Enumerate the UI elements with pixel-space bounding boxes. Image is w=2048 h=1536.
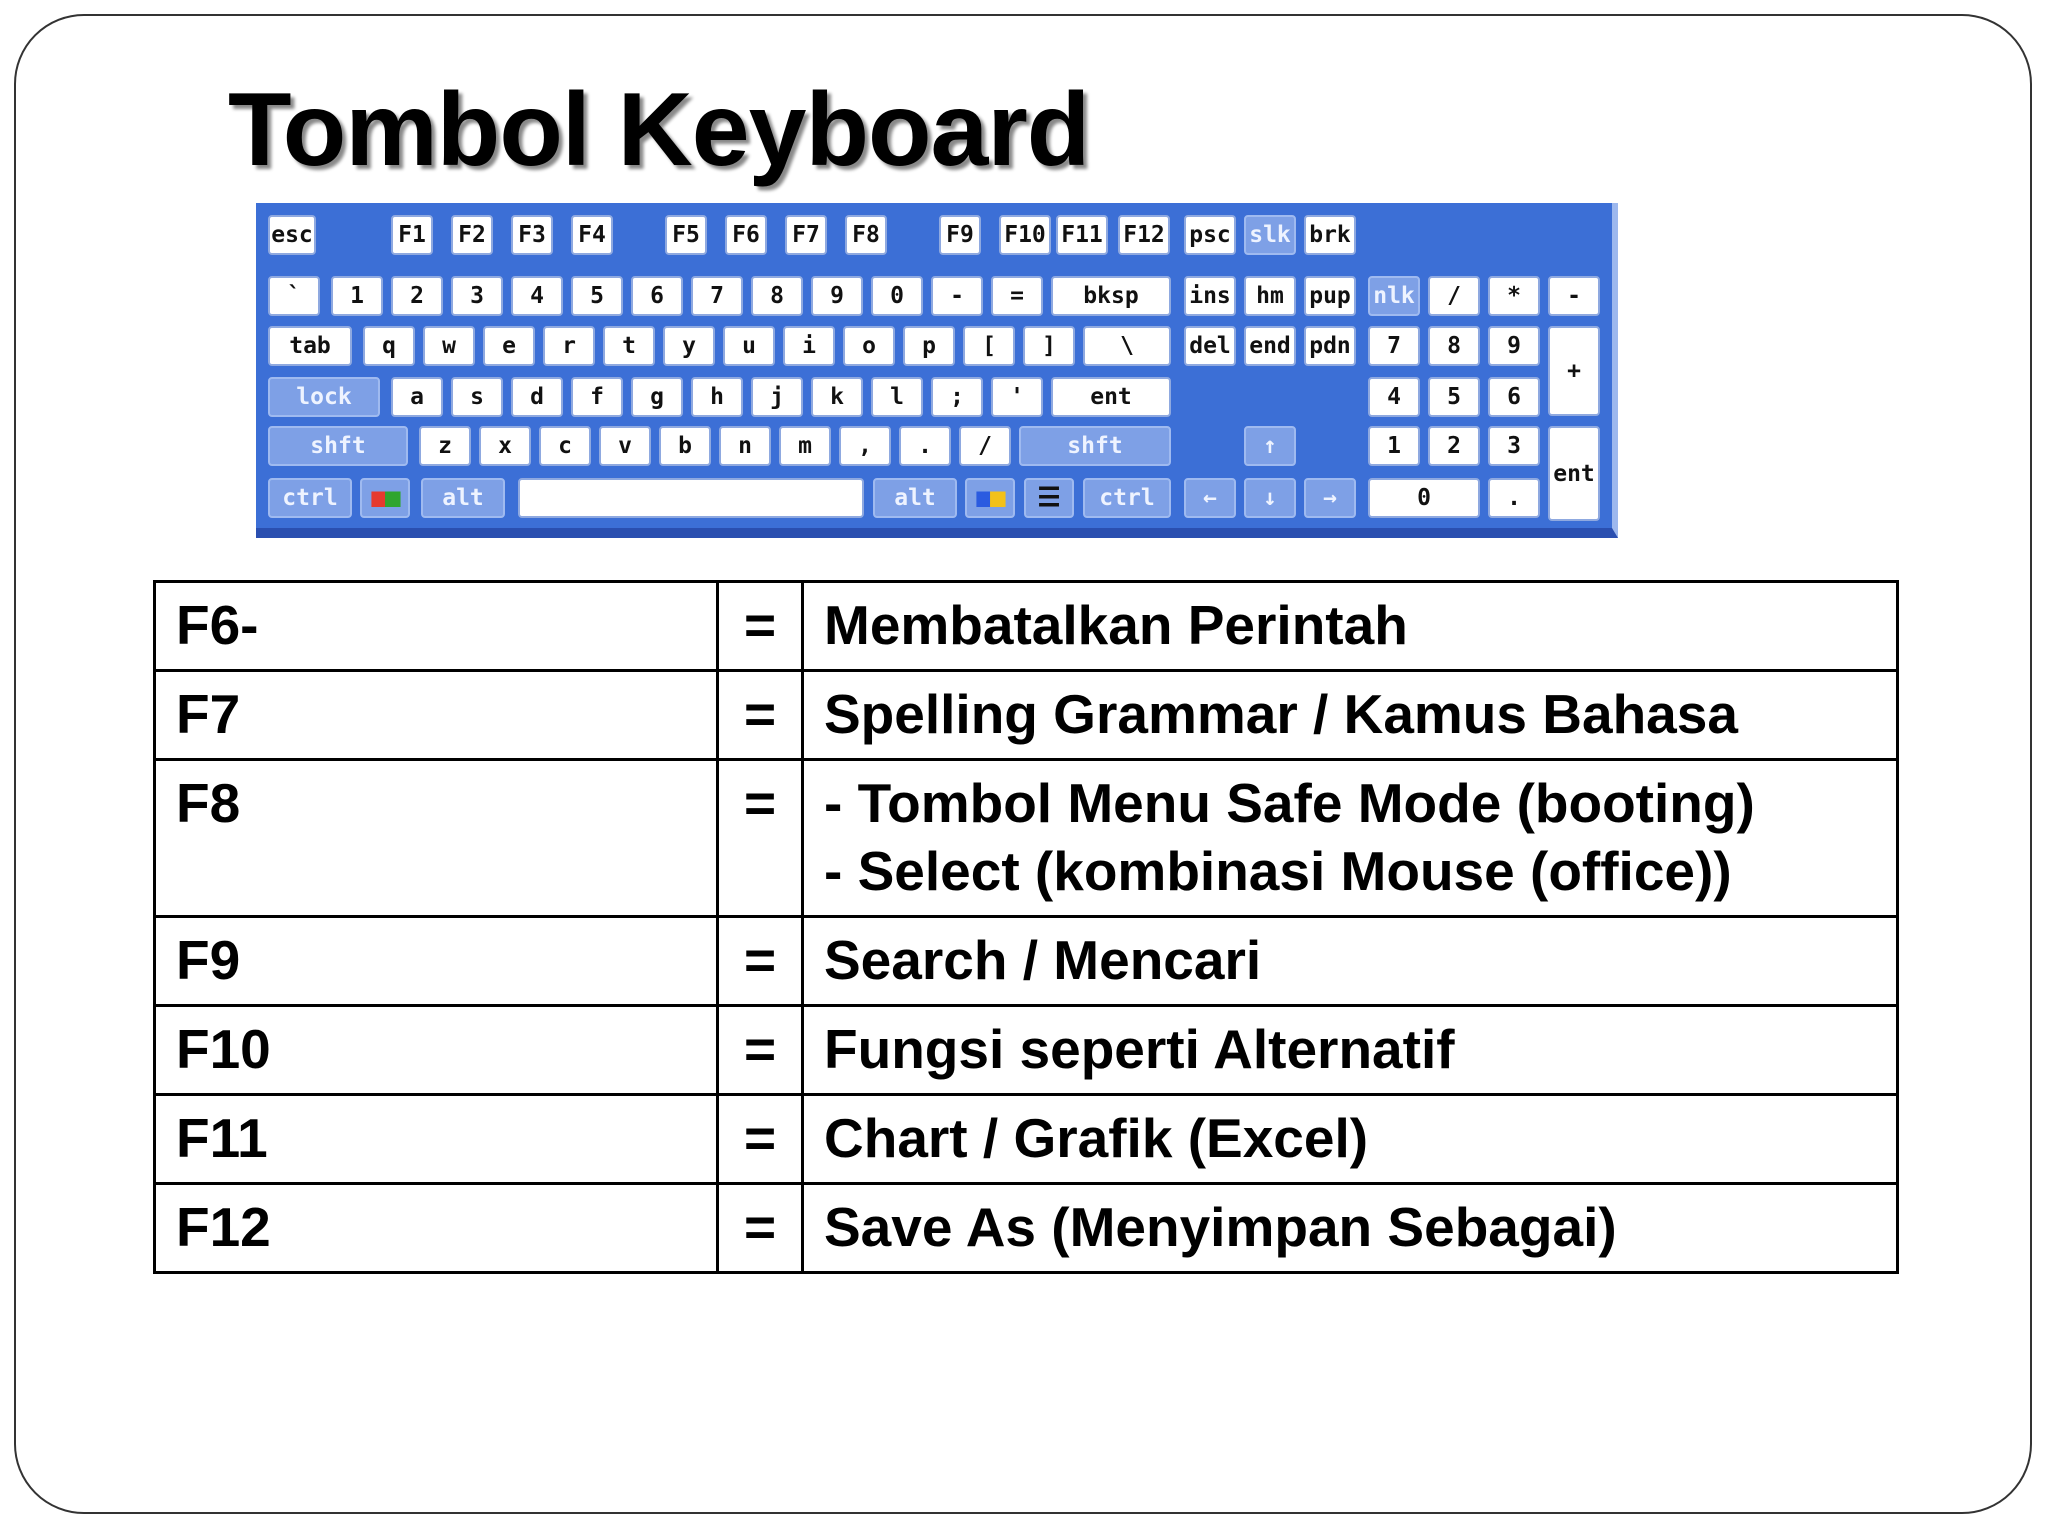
key-slash[interactable]: / bbox=[959, 426, 1011, 466]
key-page-down[interactable]: pdn bbox=[1304, 326, 1356, 366]
key-left-shift[interactable]: shft bbox=[268, 426, 408, 466]
arrow-down-icon[interactable]: ↓ bbox=[1244, 478, 1296, 518]
table-row bbox=[155, 671, 1898, 760]
key-v[interactable]: v bbox=[599, 426, 651, 466]
key-i[interactable]: i bbox=[783, 326, 835, 366]
description-cell: Fungsi seperti Alternatif bbox=[803, 1006, 1898, 1095]
key-1[interactable]: 1 bbox=[331, 276, 383, 316]
equals-cell: = bbox=[718, 760, 803, 917]
key-num-lock[interactable]: nlk bbox=[1368, 276, 1420, 316]
key-r[interactable]: r bbox=[543, 326, 595, 366]
key-backspace[interactable]: bksp bbox=[1051, 276, 1171, 316]
key-f12[interactable]: F12 bbox=[1118, 215, 1170, 255]
key-0[interactable]: 0 bbox=[871, 276, 923, 316]
key-u[interactable]: u bbox=[723, 326, 775, 366]
key-f10[interactable]: F10 bbox=[999, 215, 1051, 255]
key-insert[interactable]: ins bbox=[1184, 276, 1236, 316]
table-row bbox=[155, 760, 1898, 917]
windows-logo-icon[interactable]: ■ ■ bbox=[965, 478, 1015, 518]
key-esc[interactable]: esc bbox=[268, 215, 316, 255]
key-minus[interactable]: - bbox=[931, 276, 983, 316]
key-f5[interactable]: F5 bbox=[665, 215, 707, 255]
key-f6[interactable]: F6 bbox=[725, 215, 767, 255]
key-enter[interactable]: ent bbox=[1051, 377, 1171, 417]
key-k[interactable]: k bbox=[811, 377, 863, 417]
key-scroll-lock[interactable]: slk bbox=[1244, 215, 1296, 255]
key-num-1[interactable]: 1 bbox=[1368, 426, 1420, 466]
table-row bbox=[155, 1184, 1898, 1273]
equals-cell: = bbox=[718, 917, 803, 1006]
key-num-6[interactable]: 6 bbox=[1488, 377, 1540, 417]
key-2[interactable]: 2 bbox=[391, 276, 443, 316]
key-left-ctrl[interactable]: ctrl bbox=[268, 478, 352, 518]
key-caps-lock[interactable]: lock bbox=[268, 377, 380, 417]
menu-icon[interactable]: ☰ bbox=[1024, 478, 1074, 518]
key-f4[interactable]: F4 bbox=[571, 215, 613, 255]
key-9[interactable]: 9 bbox=[811, 276, 863, 316]
table-row bbox=[155, 582, 1898, 671]
key-h[interactable]: h bbox=[691, 377, 743, 417]
key-x[interactable]: x bbox=[479, 426, 531, 466]
key-num-3[interactable]: 3 bbox=[1488, 426, 1540, 466]
key-f[interactable]: f bbox=[571, 377, 623, 417]
key-t[interactable]: t bbox=[603, 326, 655, 366]
key-quote[interactable]: ' bbox=[991, 377, 1043, 417]
key-f7[interactable]: F7 bbox=[785, 215, 827, 255]
equals-cell: = bbox=[718, 1095, 803, 1184]
key-m[interactable]: m bbox=[779, 426, 831, 466]
key-o[interactable]: o bbox=[843, 326, 895, 366]
key-right-shift[interactable]: shft bbox=[1019, 426, 1171, 466]
description-cell bbox=[803, 760, 1898, 917]
key-num-0[interactable]: 0 bbox=[1368, 478, 1480, 518]
key-f2[interactable]: F2 bbox=[451, 215, 493, 255]
key-cell: F10 bbox=[155, 1006, 718, 1095]
key-s[interactable]: s bbox=[451, 377, 503, 417]
key-num-divide[interactable]: / bbox=[1428, 276, 1480, 316]
key-b[interactable]: b bbox=[659, 426, 711, 466]
key-comma[interactable]: , bbox=[839, 426, 891, 466]
chevron-down-icon: ▼ bbox=[1821, 731, 1835, 747]
key-f1[interactable]: F1 bbox=[391, 215, 433, 255]
equals-cell: = bbox=[718, 582, 803, 671]
key-delete[interactable]: del bbox=[1184, 326, 1236, 366]
key-num-9[interactable]: 9 bbox=[1488, 326, 1540, 366]
key-6[interactable]: 6 bbox=[631, 276, 683, 316]
key-z[interactable]: z bbox=[419, 426, 471, 466]
key-right-alt[interactable]: alt bbox=[873, 478, 957, 518]
key-open-bracket[interactable]: [ bbox=[963, 326, 1015, 366]
key-cell: F8 bbox=[155, 760, 718, 917]
key-left-alt[interactable]: alt bbox=[421, 478, 505, 518]
key-y[interactable]: y bbox=[663, 326, 715, 366]
equals-cell: = bbox=[718, 671, 803, 760]
table-row bbox=[155, 917, 1898, 1006]
table-row bbox=[155, 1006, 1898, 1095]
key-period[interactable]: . bbox=[899, 426, 951, 466]
key-num-8[interactable]: 8 bbox=[1428, 326, 1480, 366]
key-backtick[interactable]: ` bbox=[268, 276, 320, 316]
key-f3[interactable]: F3 bbox=[511, 215, 553, 255]
description-line: - Tombol Menu Safe Mode (booting) bbox=[824, 772, 1755, 834]
key-num-4[interactable]: 4 bbox=[1368, 377, 1420, 417]
key-3[interactable]: 3 bbox=[451, 276, 503, 316]
key-right-ctrl[interactable]: ctrl bbox=[1083, 478, 1171, 518]
key-4[interactable]: 4 bbox=[511, 276, 563, 316]
key-space[interactable] bbox=[518, 478, 864, 518]
description-line: - Select (kombinasi Mouse (office)) bbox=[824, 840, 1732, 902]
key-print-screen[interactable]: psc bbox=[1184, 215, 1236, 255]
equals-cell: = bbox=[718, 1006, 803, 1095]
key-end[interactable]: end bbox=[1244, 326, 1296, 366]
key-num-2[interactable]: 2 bbox=[1428, 426, 1480, 466]
key-break[interactable]: brk bbox=[1304, 215, 1356, 255]
description-cell: Search / Mencari bbox=[803, 917, 1898, 1006]
windows-logo-icon[interactable]: ■ ■ bbox=[360, 478, 410, 518]
key-cell: F12 bbox=[155, 1184, 718, 1273]
key-page-up[interactable]: pup bbox=[1304, 276, 1356, 316]
equals-cell: = bbox=[718, 1184, 803, 1273]
key-n[interactable]: n bbox=[719, 426, 771, 466]
arrow-right-icon[interactable]: → bbox=[1304, 478, 1356, 518]
function-key-table bbox=[153, 580, 1899, 1274]
key-a[interactable]: a bbox=[391, 377, 443, 417]
key-e[interactable]: e bbox=[483, 326, 535, 366]
key-equals[interactable]: = bbox=[991, 276, 1043, 316]
key-home[interactable]: hm bbox=[1244, 276, 1296, 316]
key-w[interactable]: w bbox=[423, 326, 475, 366]
key-semicolon[interactable]: ; bbox=[931, 377, 983, 417]
key-num-plus[interactable]: + bbox=[1548, 326, 1600, 416]
key-cell: F7 bbox=[155, 671, 718, 760]
arrow-left-icon[interactable]: ← bbox=[1184, 478, 1236, 518]
key-close-bracket[interactable]: ] bbox=[1023, 326, 1075, 366]
key-f11[interactable]: F11 bbox=[1056, 215, 1108, 255]
key-p[interactable]: p bbox=[903, 326, 955, 366]
key-7[interactable]: 7 bbox=[691, 276, 743, 316]
table-row bbox=[155, 1095, 1898, 1184]
key-l[interactable]: l bbox=[871, 377, 923, 417]
key-q[interactable]: q bbox=[363, 326, 415, 366]
key-f9[interactable]: F9 bbox=[939, 215, 981, 255]
key-5[interactable]: 5 bbox=[571, 276, 623, 316]
key-num-decimal[interactable]: . bbox=[1488, 478, 1540, 518]
key-g[interactable]: g bbox=[631, 377, 683, 417]
key-tab[interactable]: tab bbox=[268, 326, 352, 366]
arrow-up-icon[interactable]: ↑ bbox=[1244, 426, 1296, 466]
key-c[interactable]: c bbox=[539, 426, 591, 466]
description-cell: Save As (Menyimpan Sebagai) bbox=[803, 1184, 1898, 1273]
key-num-minus[interactable]: - bbox=[1548, 276, 1600, 316]
key-num-5[interactable]: 5 bbox=[1428, 377, 1480, 417]
key-cell: F9 bbox=[155, 917, 718, 1006]
key-num-7[interactable]: 7 bbox=[1368, 326, 1420, 366]
key-num-multiply[interactable]: * bbox=[1488, 276, 1540, 316]
key-8[interactable]: 8 bbox=[751, 276, 803, 316]
description-cell: Chart / Grafik (Excel) bbox=[803, 1095, 1898, 1184]
slide-title: Tombol Keyboard bbox=[228, 72, 1090, 188]
key-backslash[interactable]: \ bbox=[1083, 326, 1171, 366]
key-cell: F6- bbox=[155, 582, 718, 671]
description-cell: Spelling Grammar / Kamus Bahasa bbox=[803, 671, 1898, 760]
key-cell: F11 bbox=[155, 1095, 718, 1184]
key-d[interactable]: d bbox=[511, 377, 563, 417]
key-f8[interactable]: F8 bbox=[845, 215, 887, 255]
description-cell: Membatalkan Perintah bbox=[803, 582, 1898, 671]
key-num-enter[interactable]: ent bbox=[1548, 426, 1600, 521]
key-j[interactable]: j bbox=[751, 377, 803, 417]
